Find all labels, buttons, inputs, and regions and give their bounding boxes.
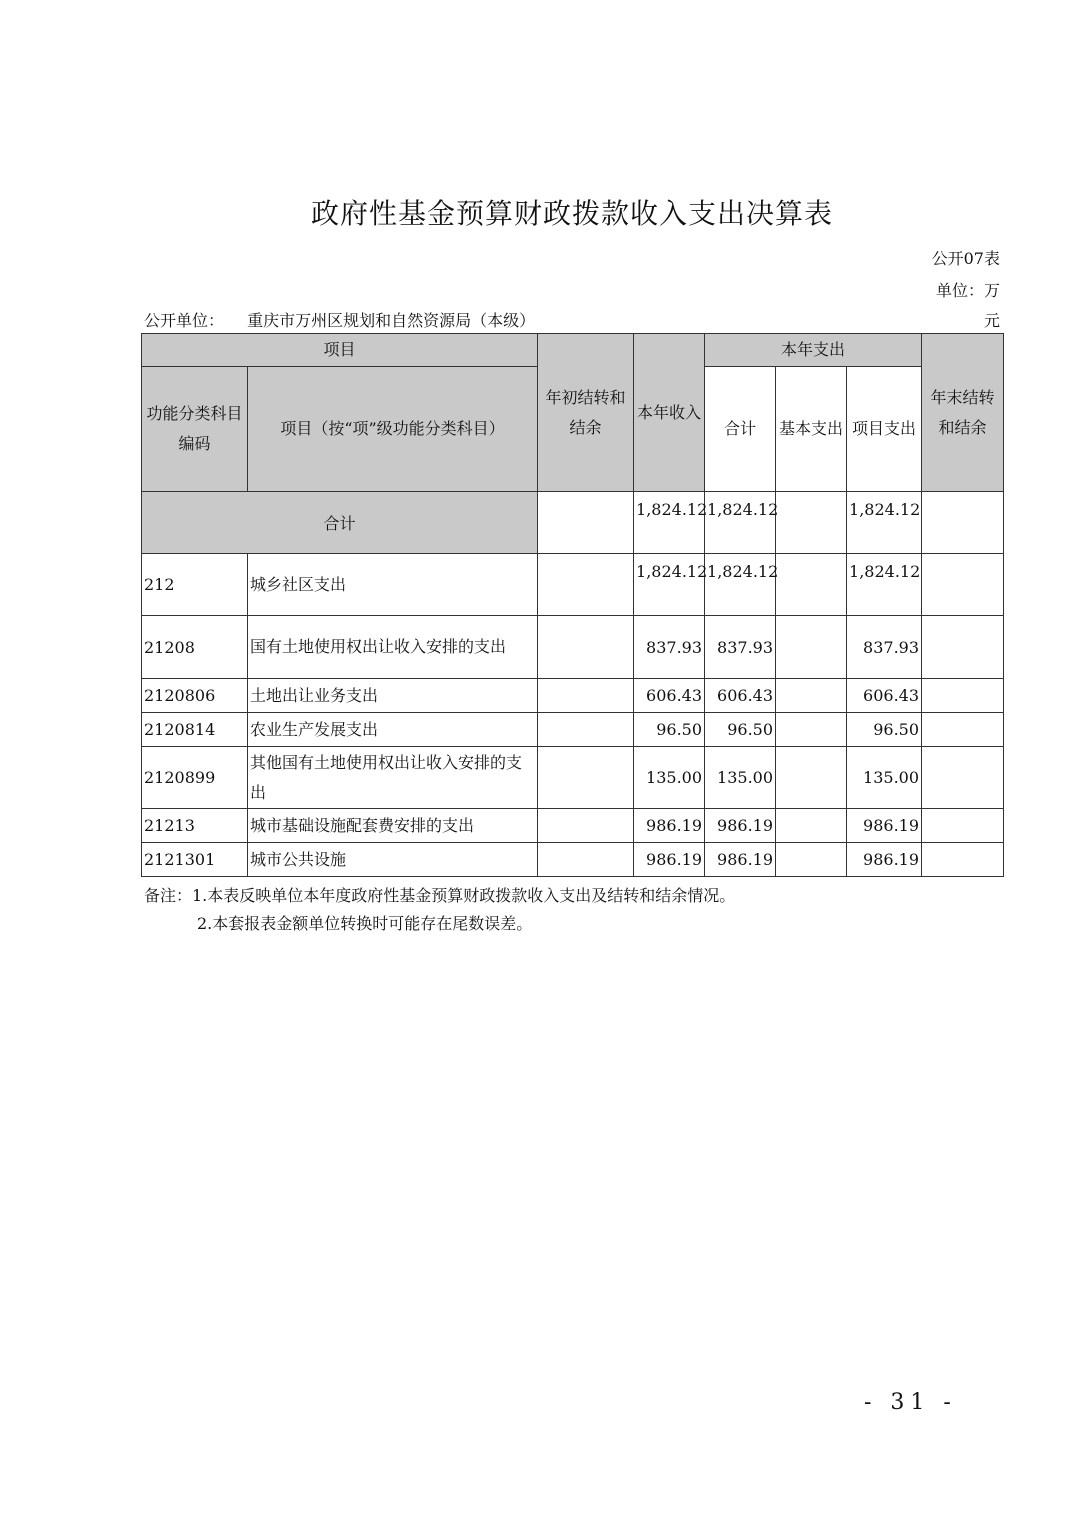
cell-expense-basic xyxy=(776,809,847,843)
cell-expense-project: 837.93 xyxy=(847,616,922,679)
cell-item-name: 农业生产发展支出 xyxy=(248,713,538,747)
cell-item-name: 城市基础设施配套费安排的支出 xyxy=(248,809,538,843)
cell-expense-total: 837.93 xyxy=(705,616,776,679)
cell-code: 212 xyxy=(142,554,248,616)
cell-income: 986.19 xyxy=(634,809,705,843)
cell-closing xyxy=(922,747,1004,809)
cell-opening xyxy=(538,747,634,809)
table-row xyxy=(142,809,1004,843)
header-item: 项目（按“项”级功能分类科目） xyxy=(248,367,538,492)
cell-income: 837.93 xyxy=(634,616,705,679)
table-row xyxy=(142,747,1004,809)
cell-expense-total: 986.19 xyxy=(705,809,776,843)
header-code: 功能分类科目编码 xyxy=(142,367,248,492)
cell-item-name: 其他国有土地使用权出让收入安排的支出 xyxy=(248,747,538,809)
cell-opening xyxy=(538,679,634,713)
notes xyxy=(144,882,735,938)
unit-label: 单位：万 xyxy=(935,281,1000,300)
cell-code: 2120899 xyxy=(142,747,248,809)
cell-expense-basic xyxy=(776,616,847,679)
cell-expense-project: 986.19 xyxy=(847,843,922,877)
cell-item-name: 土地出让业务支出 xyxy=(248,679,538,713)
cell-income: 1,824.12 xyxy=(634,492,705,554)
cell-expense-basic xyxy=(776,679,847,713)
table-row xyxy=(142,616,1004,679)
organization-label: 公开单位： xyxy=(144,311,225,330)
cell-opening xyxy=(538,616,634,679)
cell-closing xyxy=(922,843,1004,877)
form-number: 公开07表 xyxy=(931,249,1000,268)
cell-code: 2121301 xyxy=(142,843,248,877)
page-number: - 31 - xyxy=(864,1390,957,1415)
cell-code: 2120814 xyxy=(142,713,248,747)
table-row xyxy=(142,554,1004,616)
cell-opening xyxy=(538,843,634,877)
cell-code: 21208 xyxy=(142,616,248,679)
cell-expense-total: 1,824.12 xyxy=(705,492,776,554)
cell-expense-basic xyxy=(776,843,847,877)
cell-item-name: 城市公共设施 xyxy=(248,843,538,877)
note-line-2: 2.本套报表金额单位转换时可能存在尾数误差。 xyxy=(197,914,533,933)
cell-closing xyxy=(922,554,1004,616)
header-income: 本年收入 xyxy=(634,334,705,492)
cell-code: 2120806 xyxy=(142,679,248,713)
cell-income: 96.50 xyxy=(634,713,705,747)
cell-item-name: 国有土地使用权出让收入安排的支出 xyxy=(248,616,538,679)
header-project-group: 项目 xyxy=(142,334,538,367)
cell-closing xyxy=(922,492,1004,554)
budget-table xyxy=(141,333,1004,877)
header-expense-total: 合计 xyxy=(705,367,776,492)
cell-opening xyxy=(538,713,634,747)
cell-expense-basic xyxy=(776,747,847,809)
cell-expense-project: 606.43 xyxy=(847,679,922,713)
cell-expense-project: 135.00 xyxy=(847,747,922,809)
cell-closing xyxy=(922,679,1004,713)
organization-row xyxy=(144,308,535,331)
table-row-total xyxy=(142,492,1004,554)
cell-code: 21213 xyxy=(142,809,248,843)
cell-expense-basic xyxy=(776,713,847,747)
cell-item-name: 城乡社区支出 xyxy=(248,554,538,616)
cell-expense-total: 986.19 xyxy=(705,843,776,877)
table-row xyxy=(142,713,1004,747)
cell-expense-total: 96.50 xyxy=(705,713,776,747)
cell-expense-total: 135.00 xyxy=(705,747,776,809)
cell-expense-project: 986.19 xyxy=(847,809,922,843)
cell-closing xyxy=(922,713,1004,747)
cell-expense-project: 1,824.12 xyxy=(847,554,922,616)
cell-expense-basic xyxy=(776,492,847,554)
cell-expense-total: 1,824.12 xyxy=(705,554,776,616)
cell-income: 1,824.12 xyxy=(634,554,705,616)
cell-opening xyxy=(538,554,634,616)
cell-expense-project: 96.50 xyxy=(847,713,922,747)
note-line-1: 备注：1.本表反映单位本年度政府性基金预算财政拨款收入支出及结转和结余情况。 xyxy=(144,886,736,905)
cell-income: 606.43 xyxy=(634,679,705,713)
organization-name: 重庆市万州区规划和自然资源局（本级） xyxy=(247,311,536,330)
cell-expense-project: 1,824.12 xyxy=(847,492,922,554)
header-opening-balance: 年初结转和结余 xyxy=(538,334,634,492)
cell-closing xyxy=(922,616,1004,679)
cell-income: 135.00 xyxy=(634,747,705,809)
header-expense-basic: 基本支出 xyxy=(776,367,847,492)
cell-expense-total: 606.43 xyxy=(705,679,776,713)
cell-opening xyxy=(538,809,634,843)
header-closing-balance: 年末结转和结余 xyxy=(922,334,1004,492)
table-row xyxy=(142,679,1004,713)
total-label: 合计 xyxy=(142,492,538,554)
cell-opening xyxy=(538,492,634,554)
unit-label-continued: 元 xyxy=(983,311,1000,330)
header-expense-project: 项目支出 xyxy=(847,367,922,492)
cell-income: 986.19 xyxy=(634,843,705,877)
cell-expense-basic xyxy=(776,554,847,616)
cell-closing xyxy=(922,809,1004,843)
page-title: 政府性基金预算财政拨款收入支出决算表 xyxy=(310,197,833,230)
header-expense-group: 本年支出 xyxy=(705,334,922,367)
table-row xyxy=(142,843,1004,877)
